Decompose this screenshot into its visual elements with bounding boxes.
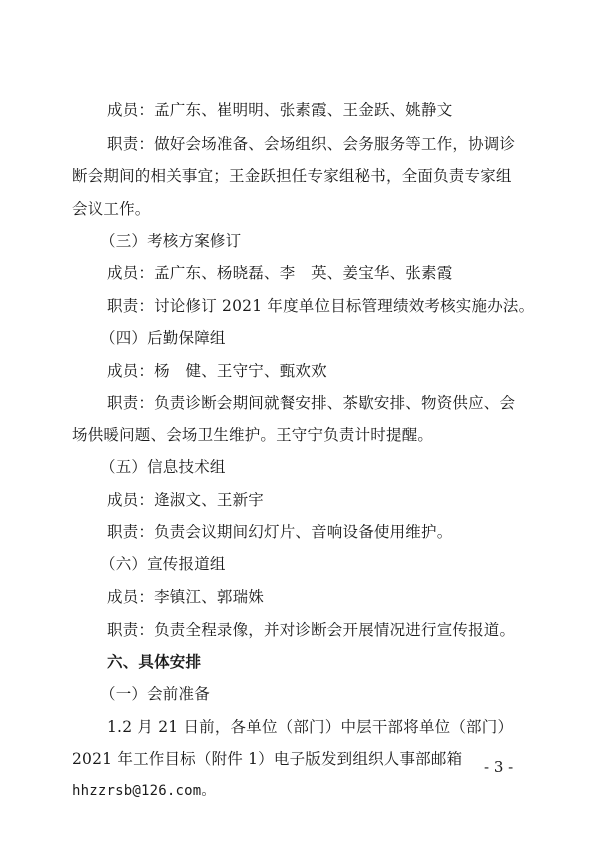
section-heading: （六）宣传报道组 <box>100 555 226 573</box>
section-heading: （一）会前准备 <box>100 685 210 703</box>
text-line: 职责：负责诊断会期间就餐安排、茶歇安排、物资供应、会 <box>107 394 516 412</box>
text-line: 成员：杨 健、王守宁、甄欢欢 <box>107 362 327 380</box>
text-line: 职责：做好会场准备、会场组织、会务服务等工作，协调诊 <box>107 135 516 153</box>
text-line: 职责：讨论修订 2021 年度单位目标管理绩效考核实施办法。 <box>107 297 535 315</box>
text-line: 2021 年工作目标（附件 1）电子版发到组织人事部邮箱 <box>72 750 463 768</box>
text-line: 1.2 月 21 日前，各单位（部门）中层干部将单位（部门） <box>107 718 514 736</box>
text-line: 成员：孟广东、崔明明、张素霞、王金跃、姚静文 <box>107 101 453 119</box>
text-line: 成员：孟广东、杨晓磊、李 英、姜宝华、张素霞 <box>107 264 453 282</box>
email-line: hhzzrsb@126.com。 <box>72 783 216 799</box>
section-heading: （三）考核方案修订 <box>100 232 242 250</box>
text-line: 职责：负责全程录像，并对诊断会开展情况进行宣传报道。 <box>107 621 516 639</box>
section-heading: （五）信息技术组 <box>100 458 226 476</box>
section-heading: （四）后勤保障组 <box>100 329 226 347</box>
chapter-heading: 六、具体安排 <box>107 653 202 671</box>
text-line: 场供暖问题、会场卫生维护。王守宁负责计时提醒。 <box>72 426 434 444</box>
text-line: 职责：负责会议期间幻灯片、音响设备使用维护。 <box>107 523 453 541</box>
text-line: 断会期间的相关事宜；王金跃担任专家组秘书，全面负责专家组 <box>72 167 512 185</box>
text-line: 成员：李镇江、郭瑞姝 <box>107 588 265 606</box>
text-line: 会议工作。 <box>72 200 151 218</box>
text-line: 成员：逄淑文、王新宇 <box>107 491 265 509</box>
page-number: - 3 - <box>484 758 514 776</box>
